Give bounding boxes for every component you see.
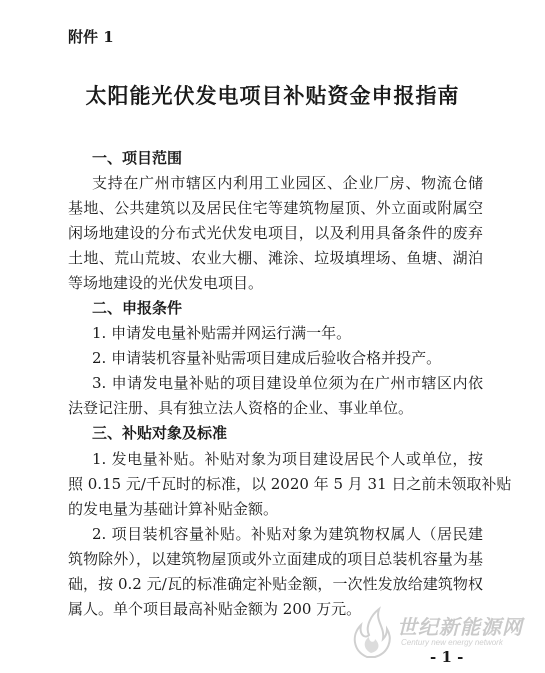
section-3-item-2-line: 础，按 0.2 元/瓦的标准确定补贴金额，一次性发放给建筑物权 [68, 575, 483, 593]
attachment-label: 附件 1 [68, 28, 114, 46]
document-title: 太阳能光伏发电项目补贴资金申报指南 [85, 83, 460, 108]
section-1-line: 支持在广州市辖区内利用工业园区、企业厂房、物流仓储 [92, 174, 483, 192]
section-2-item-1: 1. 申请发电量补贴需并网运行满一年。 [92, 324, 352, 342]
page-number: - 1 - [430, 648, 464, 666]
flame-logo-icon [345, 605, 395, 660]
section-1-line: 基地、公共建筑以及居民住宅等建筑物屋顶、外立面或附属空 [68, 199, 483, 217]
section-3-item-1-line: 的发电量为基础计算补贴金额。 [68, 500, 279, 518]
section-3-item-2-line: 筑物除外），以建筑物屋顶或外立面建成的项目总装机容量为基 [68, 550, 483, 568]
section-2-item-2: 2. 申请装机容量补贴需项目建成后验收合格并投产。 [92, 349, 442, 367]
section-3-item-2-line: 2. 项目装机容量补贴。补贴对象为建筑物权属人（居民建 [92, 525, 483, 543]
section-3-item-1-line: 1. 发电量补贴。补贴对象为项目建设居民个人或单位，按 [92, 450, 483, 468]
section-1-line: 土地、荒山荒坡、农业大棚、滩涂、垃圾填埋场、鱼塘、湖泊 [68, 249, 483, 267]
section-3-item-1-line: 照 0.15 元/千瓦时的标准，以 2020 年 5 月 31 日之前未领取补贴 [68, 475, 512, 493]
section-3-heading: 三、补贴对象及标准 [92, 424, 228, 442]
section-2-item-3-line: 3. 申请发电量补贴的项目建设单位须为在广州市辖区内依 [92, 374, 483, 392]
section-1-heading: 一、项目范围 [92, 149, 183, 167]
watermark-name: 世纪新能源网 [397, 617, 523, 639]
section-3-item-2-line: 属人。单个项目最高补贴金额为 200 万元。 [68, 600, 362, 618]
section-1-line: 闲场地建设的分布式光伏发电项目，以及利用具备条件的废弃 [68, 224, 483, 242]
section-2-heading: 二、申报条件 [92, 299, 183, 317]
section-2-item-3-line: 法登记注册、具有独立法人资格的企业、事业单位。 [68, 399, 414, 417]
watermark-subtitle: Century new energy network [401, 638, 503, 647]
section-1-line: 等场地建设的光伏发电项目。 [68, 274, 264, 292]
